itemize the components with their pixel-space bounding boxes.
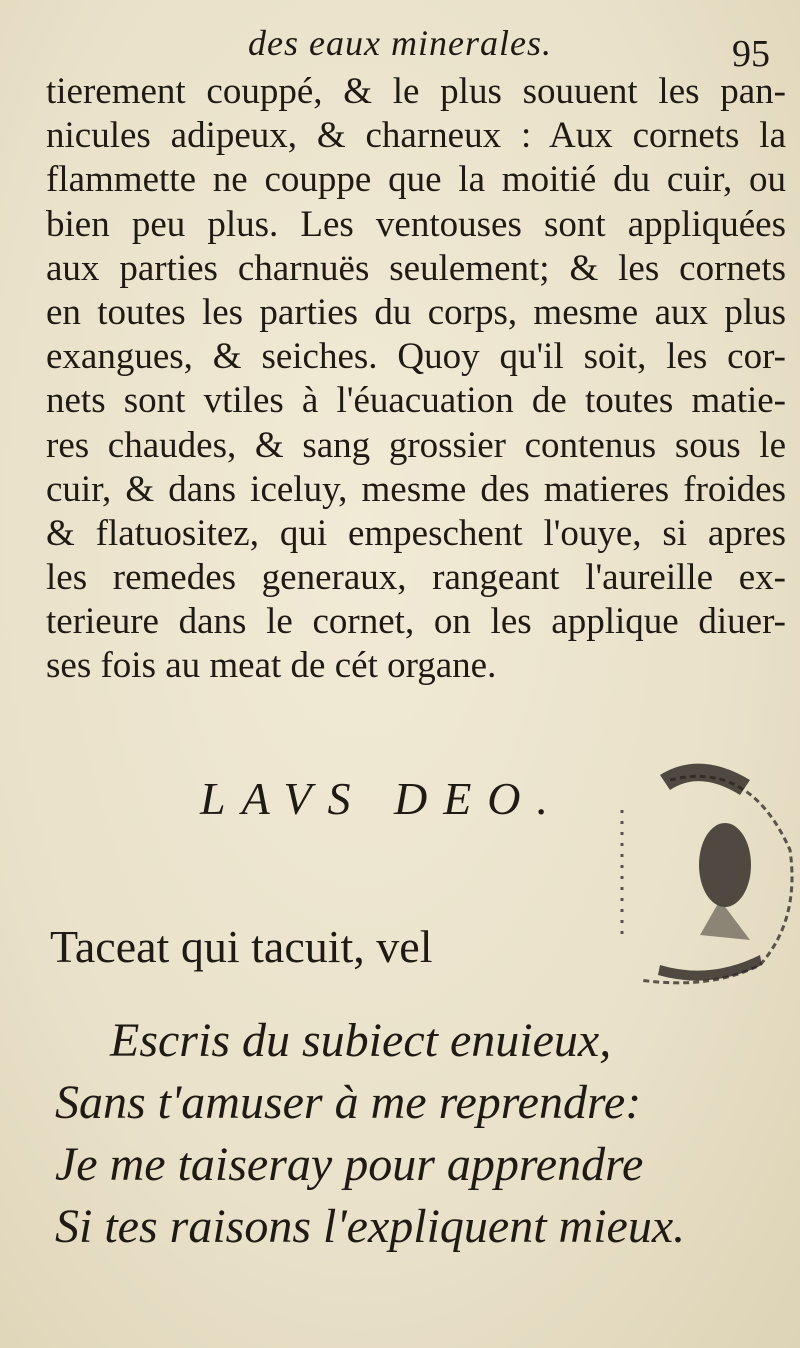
text-line: nicules adipeux, & charneux : Aux cornets la: [46, 115, 786, 157]
text-line: en toutes les parties du corps, mesme aux plus: [46, 291, 786, 333]
verse-line: Sans t'amuser à me reprendre:: [55, 1076, 642, 1129]
text-line: nets sont vtiles à l'éuacuation de toutes matie-: [46, 380, 786, 422]
text-line: bien peu plus. Les ventouses sont appliquées: [46, 203, 786, 245]
text-line: aux parties charnuës seulement; & les cornets: [46, 247, 786, 289]
text-line: les remedes generaux, rangeant l'aureille ex-: [46, 557, 786, 599]
text-line: terieure dans le cornet, on les applique diuer-: [46, 601, 786, 643]
body-paragraph: [46, 70, 786, 689]
laus-deo-heading: LAVS DEO.: [200, 773, 565, 824]
taceat-line: Taceat qui tacuit, vel: [50, 921, 433, 972]
page-number: 95: [732, 33, 770, 75]
verse-line: Escris du subiect enuieux,: [110, 1014, 612, 1067]
text-line: exangues, & seiches. Quoy qu'il soit, les cor-: [46, 336, 786, 378]
library-stamp: [600, 740, 800, 1000]
text-line: tierement couppé, & le plus souuent les pan-: [46, 71, 786, 112]
text-line: res chaudes, & sang grossier contenus sous le: [46, 424, 786, 466]
verse-line: Je me taiseray pour apprendre: [55, 1138, 644, 1191]
text-line: ses fois au meat de cét organe.: [46, 645, 497, 687]
text-line: cuir, & dans iceluy, mesme des matieres froides: [46, 468, 786, 510]
closing-verse: [55, 1010, 685, 1258]
verse-line: Si tes raisons l'expliquent mieux.: [55, 1200, 686, 1253]
text-line: flammette ne couppe que la moitié du cuir, ou: [46, 159, 786, 201]
text-line: & flatuositez, qui empeschent l'ouye, si apres: [46, 512, 786, 554]
running-header: des eaux minerales.: [248, 23, 552, 63]
